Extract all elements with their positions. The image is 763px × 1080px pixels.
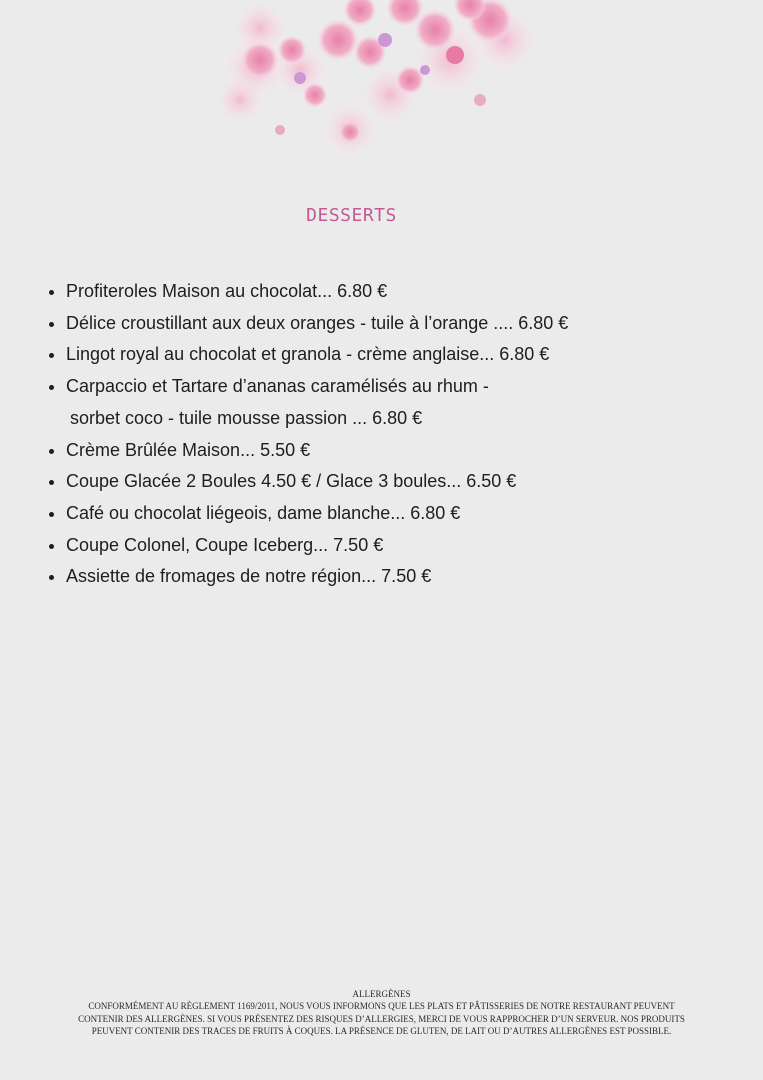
dessert-item-continuation: sorbet coco - tuile mousse passion ... 6.80 € xyxy=(70,407,423,428)
list-item xyxy=(45,561,745,593)
dessert-item-text: Profiteroles Maison au chocolat... 6.80 € xyxy=(66,281,388,301)
dessert-item-text: Carpaccio et Tartare d’ananas caramélisés au rhum - xyxy=(66,376,489,397)
floral-watercolor-icon xyxy=(200,0,540,165)
section-title: DESSERTS xyxy=(306,205,397,226)
list-item xyxy=(45,530,745,562)
list-item xyxy=(45,339,745,371)
dessert-item-text: Crème Brûlée Maison... 5.50 € xyxy=(66,439,311,460)
allergen-line: CONFORMÉMENT AU RÈGLEMENT 1169/2011, NOUS VOUS INFORMONS QUE LES PLATS ET PÂTISSERIES DE NOTRE RESTAURANT PEUVENT xyxy=(88,1001,675,1012)
dessert-item-text: Café ou chocolat liégeois, dame blanche... 6.80 € xyxy=(66,502,461,523)
list-item xyxy=(45,498,745,530)
dessert-item-text: Coupe Glacée 2 Boules 4.50 € / Glace 3 boules... 6.50 € xyxy=(66,471,517,492)
list-item xyxy=(45,466,745,498)
list-item xyxy=(45,276,745,308)
allergen-heading: ALLERGÈNES xyxy=(352,989,411,999)
dessert-item-text: Délice croustillant aux deux oranges - tuile à l’orange .... 6.80 € xyxy=(66,312,569,333)
dessert-item-text: Lingot royal au chocolat et granola - crème anglaise... 6.80 € xyxy=(66,344,550,365)
allergen-line: CONTENIR DES ALLERGÈNES. SI VOUS PRÉSENTEZ DES RISQUES D’ALLERGIES, MERCI DE VOUS RAPPROCHER D’UN SERVEUR. NOS PRODUITS xyxy=(78,1013,685,1024)
dessert-item-text: Coupe Colonel, Coupe Iceberg... 7.50 € xyxy=(66,534,384,555)
allergen-line: PEUVENT CONTENIR DES TRACES DE FRUITS À COQUES. LA PRÉSENCE DE GLUTEN, DE LAIT OU D’AUTRES ALLERGÈNES EST POSSIBLE. xyxy=(91,1025,672,1036)
list-item xyxy=(45,371,745,434)
list-item xyxy=(45,308,745,340)
dessert-item-text: Assiette de fromages de notre région... 7.50 € xyxy=(66,566,432,587)
dessert-list xyxy=(45,276,745,593)
list-item xyxy=(45,435,745,467)
allergen-notice xyxy=(30,988,733,1037)
